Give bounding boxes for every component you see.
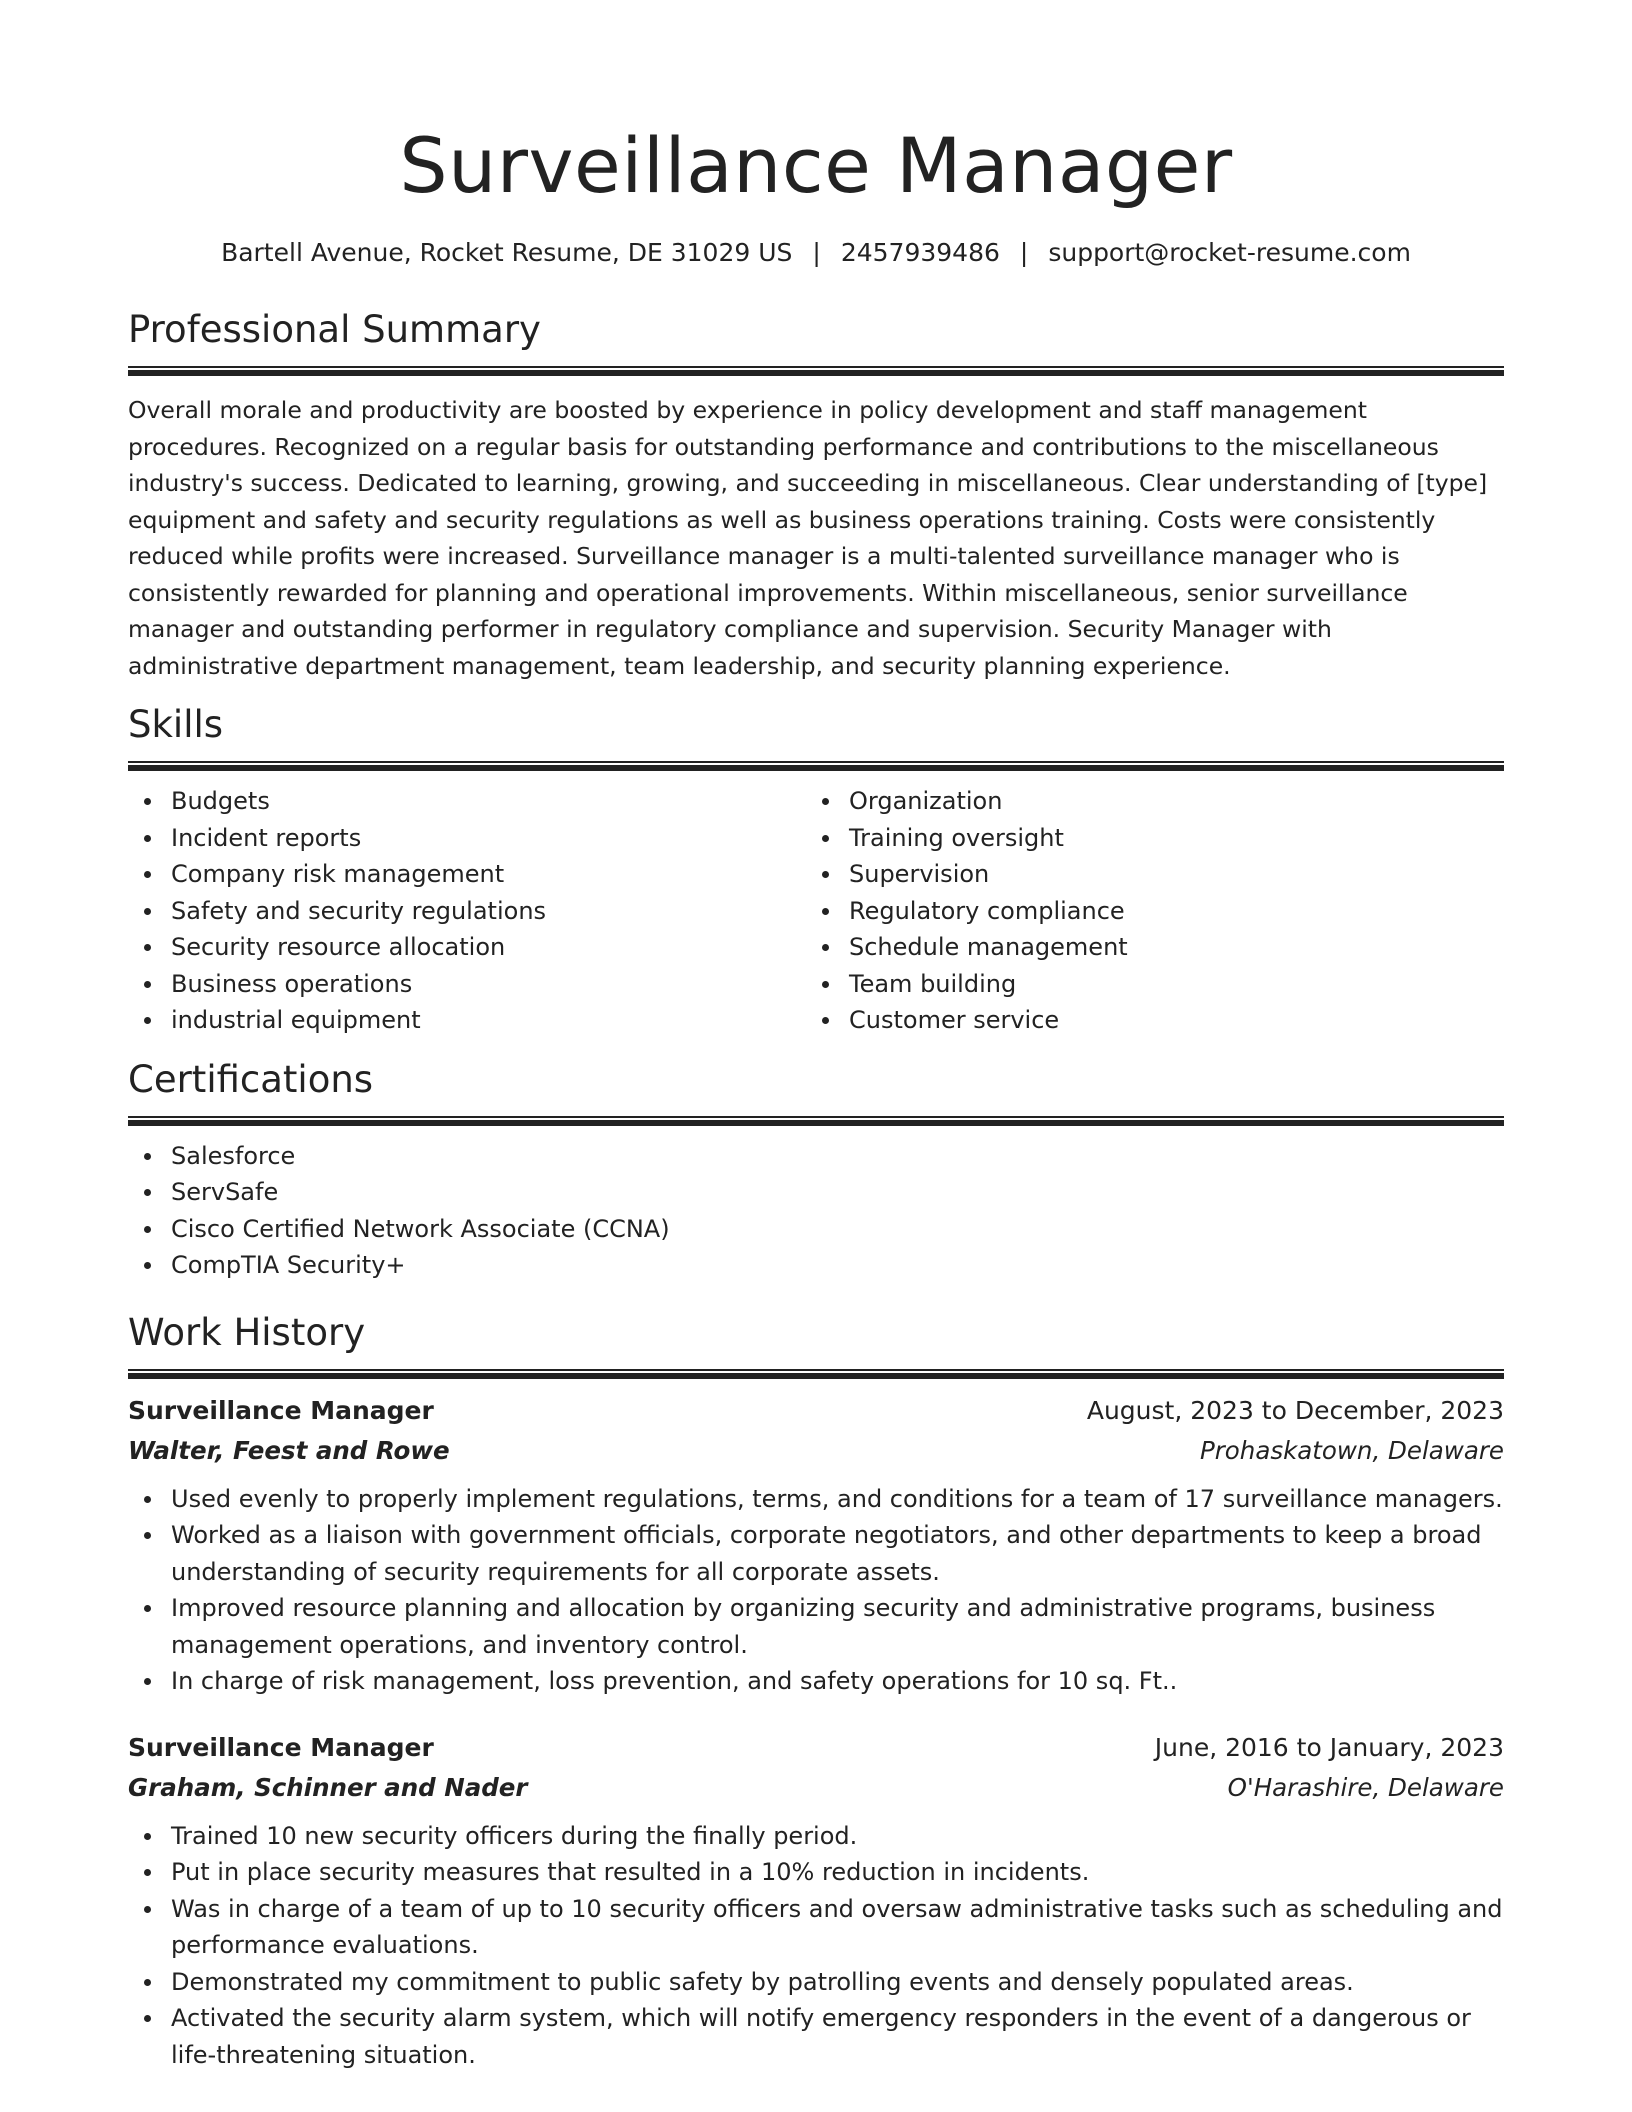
job-bullet: Trained 10 new security officers during the finally period. <box>128 1818 1504 1855</box>
skill-item: Incident reports <box>128 820 806 857</box>
job-company: Graham, Schinner and Nader <box>128 1772 528 1802</box>
skill-item: industrial equipment <box>128 1002 806 1039</box>
contact-separator: | <box>812 238 821 267</box>
skills-list-right <box>806 783 1484 1039</box>
skill-item: Company risk management <box>128 856 806 893</box>
skills-section <box>128 703 1504 1039</box>
job-bullet: In charge of risk management, loss prevention, and safety operations for 10 sq. Ft.. <box>128 1663 1504 1700</box>
skills-column-left <box>128 783 806 1039</box>
job-bullet: Improved resource planning and allocation by organizing security and administrative programs, business management operations, and inventory control. <box>128 1590 1504 1663</box>
section-divider <box>128 366 1504 376</box>
section-heading: Work History <box>128 1310 366 1354</box>
certifications-list <box>128 1138 1504 1284</box>
job-bullet: Demonstrated my commitment to public safety by patrolling events and densely populated areas. <box>128 1964 1504 2001</box>
contact-phone: 2457939486 <box>840 238 1000 267</box>
job-bullet: Activated the security alarm system, which will notify emergency responders in the event of a dangerous or life-threatening situation. <box>128 2000 1504 2073</box>
job-subheader <box>128 1768 1504 1808</box>
skill-item: Budgets <box>128 783 806 820</box>
skill-item: Safety and security regulations <box>128 893 806 930</box>
contact-separator: | <box>1019 238 1029 267</box>
skill-item: Supervision <box>806 856 1484 893</box>
skills-column-right <box>806 783 1484 1039</box>
job-bullets <box>128 1481 1504 1700</box>
job-entry <box>128 1391 1504 1700</box>
certification-item: Cisco Certified Network Associate (CCNA) <box>128 1211 1504 1248</box>
certification-item: Salesforce <box>128 1138 1504 1175</box>
skill-item: Organization <box>806 783 1484 820</box>
job-bullet: Was in charge of a team of up to 10 security officers and oversaw administrative tasks such as scheduling and performance evaluations. <box>128 1891 1504 1964</box>
job-header <box>128 1391 1504 1431</box>
skills-list-left <box>128 783 806 1039</box>
skill-item: Schedule management <box>806 929 1484 966</box>
job-location: Prohaskatown, Delaware <box>1199 1435 1504 1465</box>
job-subheader <box>128 1431 1504 1471</box>
resume-title: Surveillance Manager <box>399 121 1233 210</box>
certification-item: ServSafe <box>128 1174 1504 1211</box>
job-entry <box>128 1728 1504 2074</box>
section-heading: Certifications <box>128 1057 374 1101</box>
skill-item: Team building <box>806 966 1484 1003</box>
job-dates: June, 2016 to January, 2023 <box>1154 1732 1504 1762</box>
skill-item: Business operations <box>128 966 806 1003</box>
job-company: Walter, Feest and Rowe <box>128 1435 450 1465</box>
job-location: O'Harashire, Delaware <box>1227 1772 1504 1802</box>
summary-section <box>128 308 1504 684</box>
job-title: Surveillance Manager <box>128 1732 434 1762</box>
job-title: Surveillance Manager <box>128 1395 434 1425</box>
job-header <box>128 1728 1504 1768</box>
skill-item: Regulatory compliance <box>806 893 1484 930</box>
summary-text: Overall morale and productivity are boosted by experience in policy development and staff management procedures. Recognized on a regular basis for outstanding performance and contributions to the miscellaneous industry's success. Dedicated to learning, growing, and succeeding in miscellaneous. Clear understanding of [type] equipment and safety and security regulations as well as business operations training. Costs were consistently reduced while profits were increased. Surveillance manager is a multi-talented surveillance manager who is consistently rewarded for planning and operational improvements. Within miscellaneous, senior surveillance manager and outstanding performer in regulatory compliance and supervision. Security Manager with administrative department management, team leadership, and security planning experience. <box>128 396 1488 680</box>
skills-grid <box>128 783 1504 1039</box>
skill-item: Security resource allocation <box>128 929 806 966</box>
job-bullet: Used evenly to properly implement regulations, terms, and conditions for a team of 17 surveillance managers. <box>128 1481 1504 1518</box>
section-heading: Professional Summary <box>128 308 541 351</box>
job-dates: August, 2023 to December, 2023 <box>1086 1395 1504 1425</box>
skill-item: Training oversight <box>806 820 1484 857</box>
certifications-section <box>128 1057 1504 1284</box>
work-history-section <box>128 1310 1504 2074</box>
contact-email[interactable]: support@rocket-resume.com <box>1048 238 1411 267</box>
job-bullets <box>128 1818 1504 2074</box>
job-bullet: Worked as a liaison with government officials, corporate negotiators, and other departments to keep a broad understanding of security requirements for all corporate assets. <box>128 1517 1504 1590</box>
skill-item: Customer service <box>806 1002 1484 1039</box>
job-bullet: Put in place security measures that resulted in a 10% reduction in incidents. <box>128 1854 1504 1891</box>
section-divider <box>128 1369 1504 1379</box>
contact-address: Bartell Avenue, Rocket Resume, DE 31029 US <box>221 238 793 267</box>
certification-item: CompTIA Security+ <box>128 1247 1504 1284</box>
section-divider <box>128 1116 1504 1126</box>
section-heading: Skills <box>128 703 224 746</box>
section-divider <box>128 761 1504 771</box>
contact-line <box>128 240 1504 265</box>
